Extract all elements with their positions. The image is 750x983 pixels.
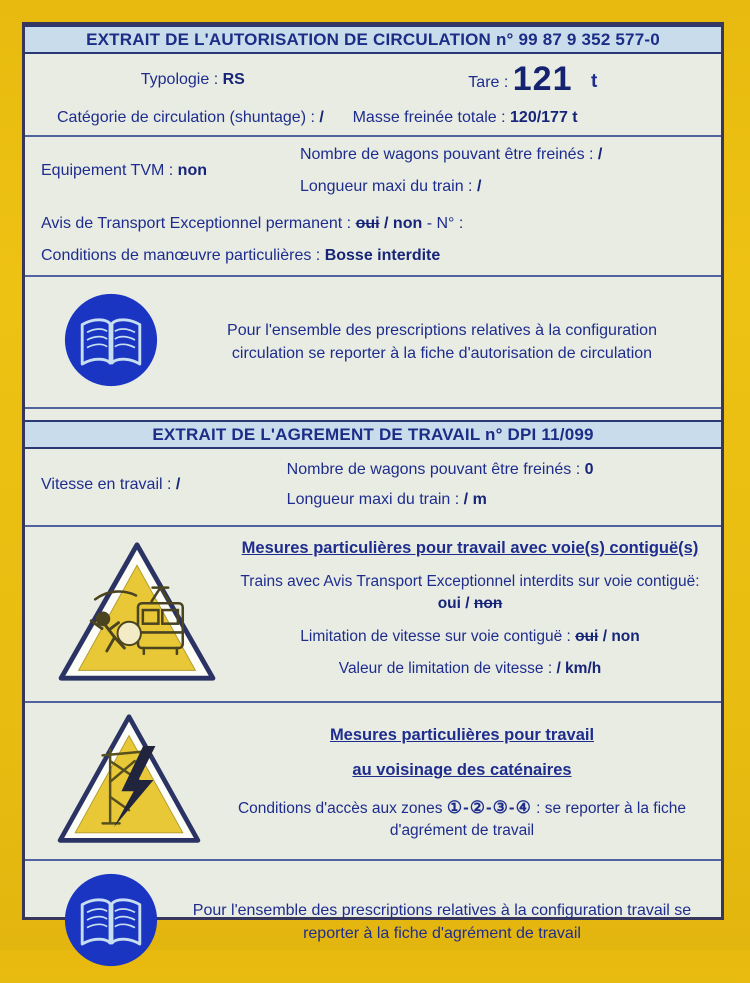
longueur-value: / [476, 178, 482, 195]
limitation-oui-struck: oui [575, 627, 599, 645]
travail-section-title: EXTRAIT DE L'AGREMENT DE TRAVAIL n° DPI 11/099 [25, 420, 721, 449]
zones-suffix: : se reporter à la fiche d'agrément de travail [389, 800, 687, 840]
circulation-details-band [25, 137, 721, 275]
vitesse-value: / [175, 476, 181, 493]
categorie-value: / [319, 109, 324, 126]
conditions-label: Conditions de manœuvre particulières : [41, 247, 321, 264]
wagons-value: / [597, 146, 603, 163]
limitation-vitesse-field [237, 626, 703, 648]
train-collision-warning-icon [53, 539, 221, 690]
circulation-reference-note [25, 277, 721, 407]
voie-contigue-texts [221, 537, 707, 691]
avis-separator: / [384, 215, 389, 232]
circulation-section-title: EXTRAIT DE L'AUTORISATION DE CIRCULATION n° 99 87 9 352 577-0 [25, 25, 721, 54]
wagons-freines-field-2 [287, 455, 705, 485]
ate-interdits-field [237, 571, 703, 614]
categorie-field [33, 109, 353, 127]
tare-label: Tare : [468, 74, 509, 91]
masse-freinee-field [353, 109, 713, 127]
tare-field [353, 60, 713, 99]
valeur-label: Valeur de limitation de vitesse : [338, 660, 553, 678]
circulation-summary-band [25, 54, 721, 135]
wagons-value-2: 0 [584, 461, 594, 478]
circulation-note-text: Pour l'ensemble des prescriptions relatives à la configuration circulation se reporter à la fiche d'autorisation de circulation [227, 321, 657, 362]
ate-separator: / [465, 594, 470, 612]
avis-transport-field [41, 203, 705, 233]
train-limits [300, 139, 705, 203]
limitation-separator: / [602, 627, 607, 645]
placard-card [22, 22, 724, 942]
book-icon-2 [63, 872, 159, 973]
ate-oui: oui [437, 594, 461, 612]
limitation-label: Limitation de vitesse sur voie contiguë : [300, 627, 571, 645]
categorie-label: Catégorie de circulation (shuntage) : [57, 109, 315, 126]
catenaires-heading-line2: au voisinage des caténaires [352, 761, 572, 780]
valeur-limitation-field [237, 658, 703, 680]
catenaires-heading-line1: Mesures particulières pour travail [329, 726, 595, 745]
vitesse-travail-field [41, 455, 287, 515]
masse-value: 120/177 t [510, 109, 578, 126]
section-gap [25, 409, 721, 420]
avis-non: non [392, 215, 423, 232]
vitesse-label: Vitesse en travail : [41, 476, 172, 493]
masse-label: Masse freinée totale : [352, 109, 506, 126]
tvm-field [41, 139, 300, 203]
typologie-field [33, 71, 353, 89]
avis-numero-suffix: - N° : [426, 215, 464, 232]
zones-access-field [221, 796, 703, 841]
longueur-maxi-field-2 [287, 485, 705, 515]
voie-contigue-block [25, 527, 721, 701]
longueur-label: Longueur maxi du train : [299, 178, 473, 195]
tare-unit: t [590, 71, 598, 92]
ate-label: Trains avec Avis Transport Exceptionnel interdits sur voie contiguë: [240, 573, 700, 591]
longueur-label-2: Longueur maxi du train : [286, 491, 460, 508]
avis-label: Avis de Transport Exceptionnel permanent : [41, 215, 352, 232]
electrical-hazard-warning-icon [53, 712, 205, 851]
tvm-row [41, 139, 705, 203]
voie-contigue-heading: Mesures particulières pour travail avec voie(s) contiguë(s) [241, 539, 699, 558]
longueur-maxi-field [300, 171, 705, 203]
travail-limits [287, 455, 705, 515]
typologie-label: Typologie : [140, 70, 219, 88]
catenaires-block [25, 703, 721, 859]
valeur-value: / km/h [556, 660, 602, 678]
conditions-manoeuvre-field [41, 233, 705, 265]
tvm-label: Equipement TVM : [41, 162, 174, 179]
zones-prefix: Conditions d'accès aux zones [237, 800, 443, 818]
conditions-value: Bosse interdite [324, 247, 441, 264]
wagons-label: Nombre de wagons pouvant être freinés : [299, 146, 594, 163]
tare-value: 121 [512, 60, 573, 98]
catenaires-heading [221, 724, 703, 782]
zone-number-icons: ①-②-③-④ [446, 798, 532, 818]
catenaires-texts [205, 720, 707, 842]
travail-summary-band [25, 449, 721, 525]
tvm-value: non [177, 162, 207, 179]
longueur-value-2: / m [463, 491, 487, 508]
travail-reference-note [25, 861, 721, 983]
avis-oui-struck: oui [355, 215, 380, 232]
travail-note-text: Pour l'ensemble des prescriptions relatives à la configuration travail se reporter à la fiche d'agrément de travail [192, 901, 692, 942]
book-icon [63, 292, 159, 393]
wagons-label-2: Nombre de wagons pouvant être freinés : [286, 461, 581, 478]
typologie-value: RS [222, 70, 245, 88]
wagons-freines-field [300, 139, 705, 171]
ate-non-struck: non [473, 594, 503, 612]
limitation-non: non [611, 627, 640, 645]
